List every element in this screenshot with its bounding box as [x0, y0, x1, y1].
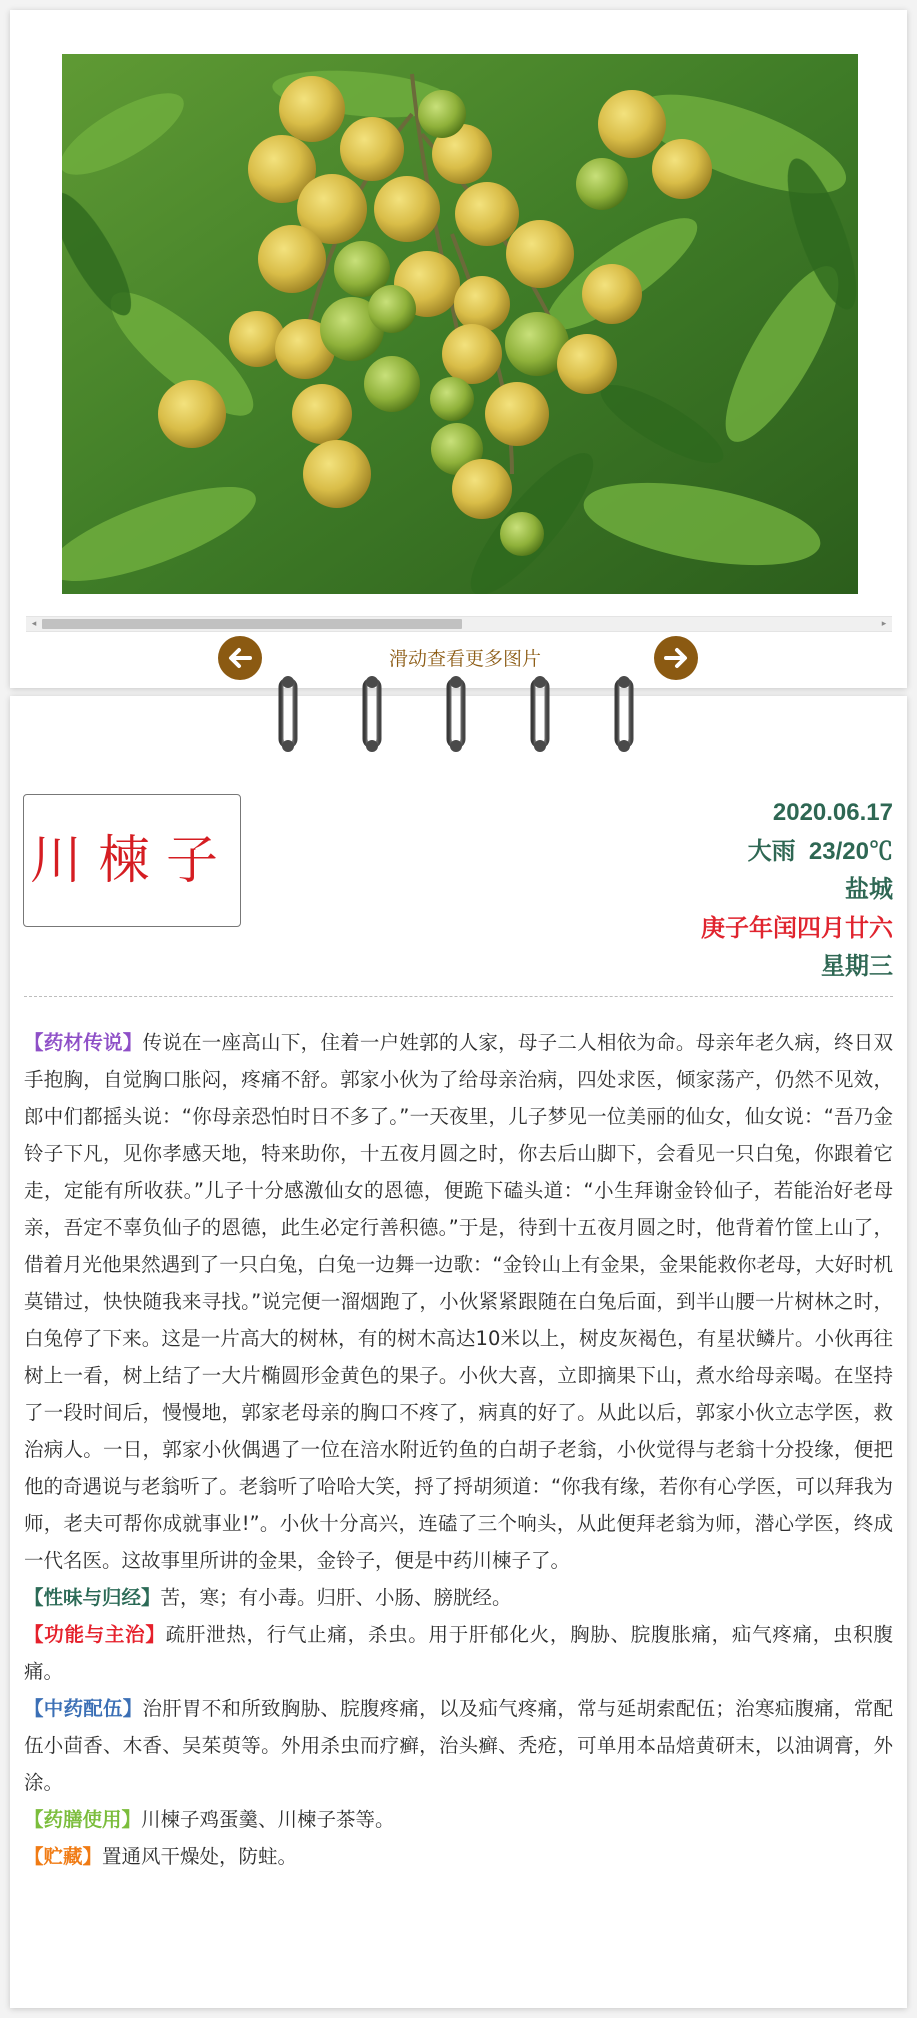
section-tag: 【药膳使用】 [24, 1808, 142, 1831]
binder-ring-icon [278, 676, 298, 752]
section-text: 治肝胃不和所致胸胁、脘腹疼痛，以及疝气疼痛，常与延胡索配伍；治寒疝腹痛，常配伍小茴香、木香、吴茱萸等。外用杀虫而疗癣，治头癣、秃疮，可单用本品焙黄研末，以油调膏，外涂。 [24, 1697, 893, 1794]
binder-ring-icon [614, 676, 634, 752]
weather: 大雨 23/20℃ [747, 837, 893, 865]
section-legend [24, 1024, 893, 1579]
section-diet [24, 1801, 893, 1838]
weekday: 星期三 [821, 953, 893, 980]
section-taste [24, 1579, 893, 1616]
binder-ring-icon [362, 676, 382, 752]
date-weather-info [701, 794, 893, 987]
section-storage [24, 1838, 893, 1875]
image-gallery-card [10, 10, 907, 688]
herb-info-card [10, 696, 907, 2008]
prev-image-button[interactable] [218, 636, 262, 680]
herb-photo[interactable] [62, 54, 858, 594]
date: 2020.06.17 [772, 799, 893, 826]
section-text: 置通风干燥处，防蛀。 [102, 1845, 298, 1868]
section-text: 苦，寒；有小毒。归肝、小肠、膀胱经。 [160, 1586, 512, 1609]
lunar-date: 庚子年闰四月廿六 [701, 914, 893, 942]
section-function [24, 1616, 893, 1690]
scroll-right-arrow-icon[interactable]: ▸ [881, 619, 887, 629]
binder-ring-icon [530, 676, 550, 752]
arrow-right-icon [663, 645, 689, 671]
binder-ring-icon [446, 676, 466, 752]
herb-name-box [23, 794, 241, 927]
section-tag: 【性味与归经】 [24, 1586, 161, 1609]
section-tag: 【功能与主治】 [24, 1623, 166, 1646]
fruit-cluster-image [62, 54, 858, 594]
section-tag: 【中药配伍】 [24, 1697, 143, 1720]
scroll-thumb[interactable] [42, 619, 462, 629]
herb-name: 川楝子 [29, 831, 234, 891]
section-tag: 【贮藏】 [24, 1845, 103, 1868]
article-body [24, 1024, 893, 1875]
next-image-button[interactable] [654, 636, 698, 680]
section-text: 传说在一座高山下，住着一户姓郭的人家，母子二人相依为命。母亲年老久病，终日双手抱胸，自觉胸口胀闷，疼痛不舒。郭家小伙为了给母亲治病，四处求医，倾家荡产，仍然不见效，郎中们都摇头说：“你母亲恐怕时日不多了。”一天夜里，儿子梦见一位美丽的仙女，仙女说：“吾乃金铃子下凡，见你孝感天地，特来助你，十五夜月圆之时，你去后山脚下，会看见一只白兔，你跟着它走，定能有所收获。”儿子十分感激仙女的恩德，便跪下磕头道：“小生拜谢金铃仙子，若能治好老母亲，吾定不辜负仙子的恩德，此生必定行善积德。”于是，待到十五夜月圆之时，他背着竹筐上山了，借着月光他果然遇到了一只白兔，白兔一边舞一边歌：“金铃山上有金果，金果能救你老母，大好时机莫错过，快快随我来寻找。”说完便一溜烟跑了，小伙紧紧跟随在白兔后面，到半山腰一片树林之时，白兔停了下来。这是一片高大的树林，有的树木高达10米以上，树皮灰褐色，有星状鳞片。小伙再往树上一看，树上结了一大片椭圆形金黄色的果子。小伙大喜，立即摘果下山，煮水给母亲喝。在坚持了一段时间后，慢慢地，郭家老母亲的胸口不疼了，病真的好了。从此以后，郭家小伙立志学医，救治病人。一日，郭家小伙偶遇了一位在涪水附近钓鱼的白胡子老翁，小伙觉得与老翁十分投缘，便把他的奇遇说与老翁听了。老翁听了哈哈大笑，捋了捋胡须道：“你我有缘，若你有心学医，可以拜我为师，老夫可帮你成就事业!”。小伙十分高兴，连磕了三个响头，从此便拜老翁为师，潜心学医，终成一代名医。这故事里所讲的金果，金铃子，便是中药川楝子了。 [24, 1031, 893, 1572]
section-text: 川楝子鸡蛋羹、川楝子茶等。 [141, 1808, 395, 1831]
dashed-divider [24, 996, 893, 997]
section-text: 疏肝泄热，行气止痛，杀虫。用于肝郁化火，胸胁、脘腹胀痛，疝气疼痛，虫积腹痛。 [24, 1623, 893, 1683]
scroll-left-arrow-icon[interactable]: ◂ [31, 619, 37, 629]
city: 盐城 [845, 876, 893, 903]
section-tag: 【药材传说】 [24, 1031, 143, 1054]
swipe-hint: 滑动查看更多图片 [388, 648, 541, 670]
arrow-left-icon [227, 645, 253, 671]
section-combination [24, 1690, 893, 1801]
